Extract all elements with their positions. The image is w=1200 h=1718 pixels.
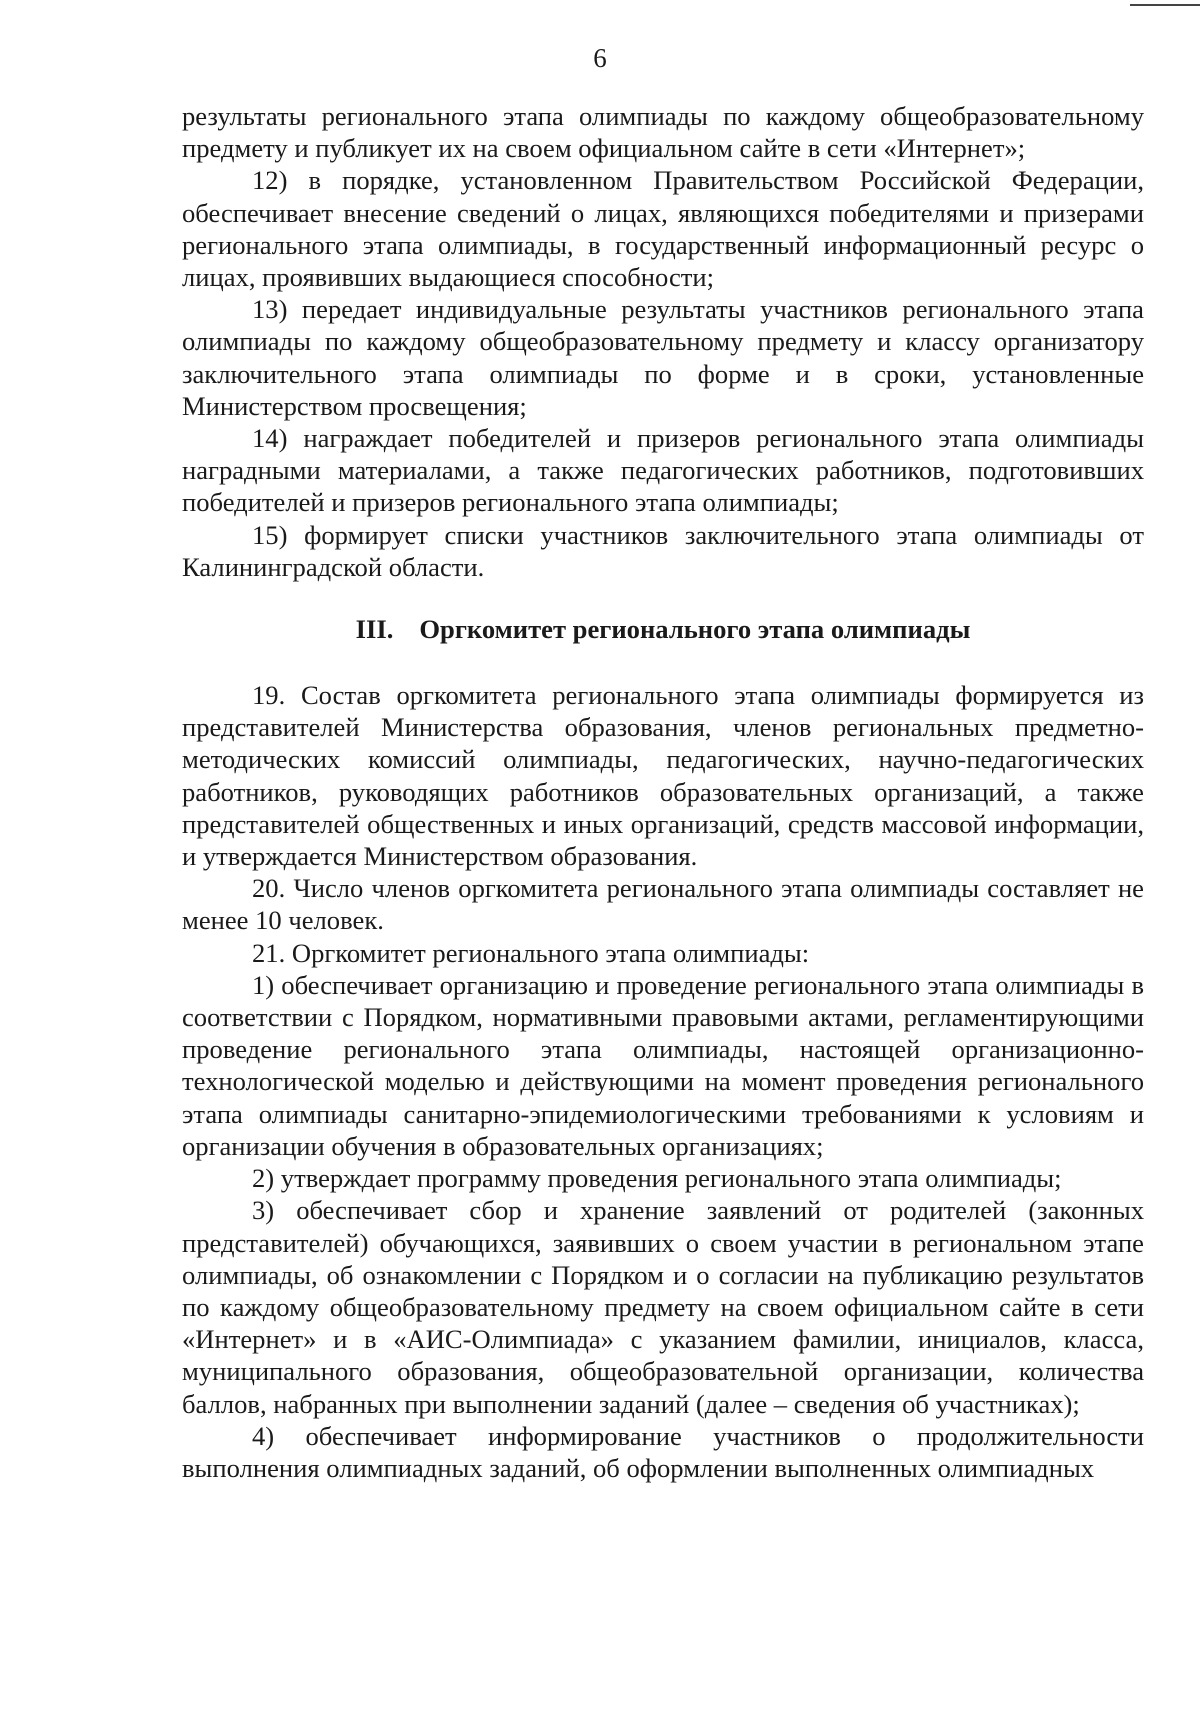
paragraph-21: 21. Оргкомитет регионального этапа олимпиады: (252, 937, 810, 968)
document-body (182, 100, 1144, 1484)
section-title: Оргкомитет регионального этапа олимпиады (419, 614, 971, 645)
paragraph-item-13: 13) передает индивидуальные результаты участников регионального этапа олимпиады по каждому общеобразовательному предмету и классу организатору заключительного этапа олимпиады по форме и в сроки, установленные Министерством просвещения; (182, 294, 1144, 421)
paragraph-21-item-2: 2) утверждает программу проведения регионального этапа олимпиады; (252, 1163, 1062, 1194)
paragraph-item-14: 14) награждает победителей и призеров регионального этапа олимпиады наградными материалами, а также педагогических работников, подготовивших победителей и призеров регионального этапа олимпиады; (182, 423, 1144, 518)
paragraph-19: 19. Состав оргкомитета регионального этапа олимпиады формируется из представителей Министерства образования, членов региональных предметно-методических комиссий олимпиады, педагогических, научно-педагогических работников, руководящих работников образовательных организаций, а также представителей общественных и иных организаций, средств массовой информации, и утверждается Министерством образования. (182, 680, 1144, 872)
paragraph-21-item-3: 3) обеспечивает сбор и хранение заявлений от родителей (законных представителей) обучающихся, заявивших о своем участии в региональном этапе олимпиады, об ознакомлении с Порядком и о согласии на публикацию результатов по каждому общеобразовательному предмету на своем официальном сайте в сети «Интернет» и в «АИС-Олимпиада» с указанием фамилии, инициалов, класса, муниципального образования, общеобразовательной организации, количества баллов, набранных при выполнении заданий (далее – сведения об участниках); (182, 1195, 1144, 1419)
corner-mark (1130, 4, 1200, 6)
paragraph-21-item-1: 1) обеспечивает организацию и проведение регионального этапа олимпиады в соответствии с Порядком, нормативными правовыми актами, регламентирующими проведение регионального этапа олимпиады, настоящей организационно-технологической моделью и действующими на момент проведения регионального этапа олимпиады санитарно-эпидемиологическими требованиями к условиям и организации обучения в образовательных организациях; (182, 969, 1144, 1161)
paragraph-continuation: результаты регионального этапа олимпиады по каждому общеобразовательному предмету и публикует их на своем официальном сайте в сети «Интернет»; (182, 101, 1144, 164)
paragraph-item-12: 12) в порядке, установленном Правительством Российской Федерации, обеспечивает внесение сведений о лицах, являющихся победителями и призерами регионального этапа олимпиады, в государственный информационный ресурс о лицах, проявивших выдающиеся способности; (182, 165, 1144, 293)
section-number: III. (355, 614, 394, 645)
section-heading (182, 613, 1144, 645)
paragraph-21-item-4: 4) обеспечивает информирование участников о продолжительности выполнения олимпиадных заданий, об оформлении выполненных олимпиадных (182, 1420, 1144, 1483)
paragraph-20: 20. Число членов оргкомитета регионального этапа олимпиады составляет не менее 10 человек. (182, 873, 1144, 936)
paragraph-item-15: 15) формирует списки участников заключительного этапа олимпиады от Калининградской области. (182, 519, 1144, 582)
page-number: 6 (593, 43, 607, 73)
